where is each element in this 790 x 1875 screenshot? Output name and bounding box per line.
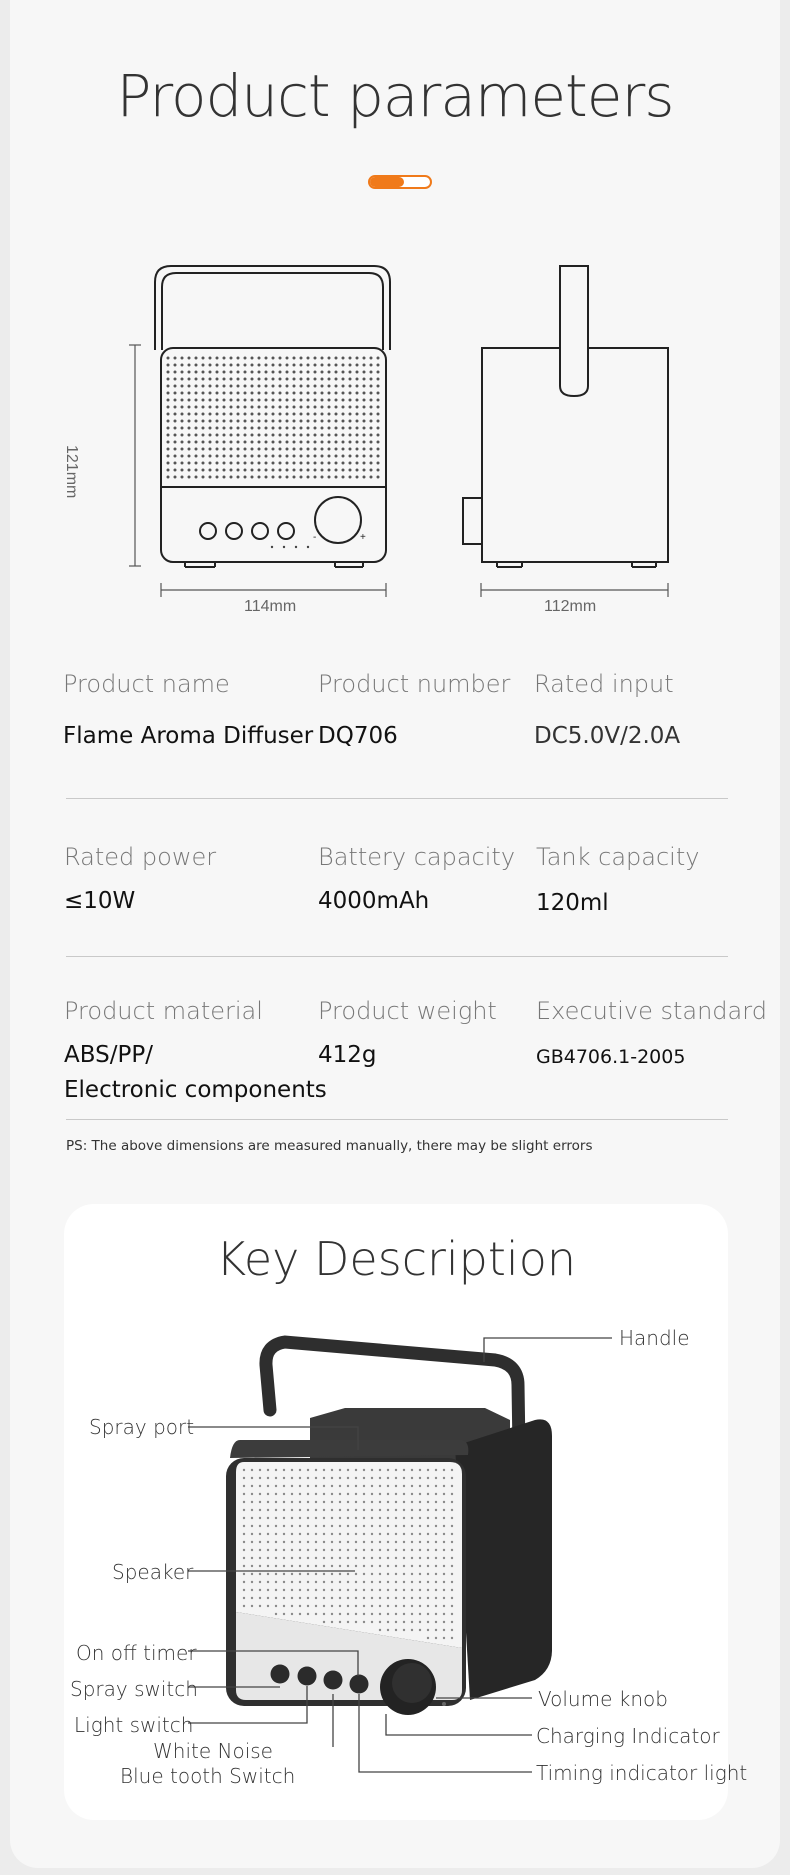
param-value: ≤10W bbox=[64, 888, 136, 914]
param-value: 120ml bbox=[536, 890, 609, 916]
param-label: Product material bbox=[64, 997, 263, 1025]
param-label: Executive standard bbox=[536, 997, 767, 1025]
param-label: Tank capacity bbox=[536, 843, 700, 871]
depth-dimension-label: 112mm bbox=[544, 598, 597, 615]
callout-volume-knob: Volume knob bbox=[538, 1687, 668, 1711]
param-value: 412g bbox=[318, 1042, 377, 1068]
param-value: DQ706 bbox=[318, 723, 398, 749]
param-label: Battery capacity bbox=[318, 843, 516, 871]
svg-text:-: - bbox=[313, 532, 317, 543]
callout-on-off-timer: On off timer bbox=[76, 1641, 197, 1665]
callout-white-noise: White Noise bbox=[153, 1739, 273, 1763]
param-value: DC5.0V/2.0A bbox=[534, 723, 681, 749]
callout-bluetooth-switch: Blue tooth Switch bbox=[120, 1764, 296, 1788]
param-value: Flame Aroma Diffuser bbox=[63, 723, 314, 749]
param-label: Product number bbox=[318, 670, 511, 698]
key-description-title: Key Description bbox=[215, 1232, 576, 1286]
callout-spray-port: Spray port bbox=[89, 1415, 195, 1439]
param-value: Electronic components bbox=[64, 1077, 327, 1103]
height-dimension-label: 121mm bbox=[63, 445, 80, 499]
param-value: 4000mAh bbox=[318, 888, 430, 914]
callout-speaker: Speaker bbox=[112, 1560, 194, 1584]
param-value: ABS/PP/ bbox=[64, 1042, 153, 1068]
callout-timing-indicator: Timing indicator light bbox=[536, 1761, 748, 1785]
param-label: Product weight bbox=[318, 997, 497, 1025]
width-dimension-label: 114mm bbox=[244, 598, 297, 615]
callout-handle: Handle bbox=[619, 1326, 690, 1350]
page-title: Product parameters bbox=[116, 62, 674, 130]
measurement-note: PS: The above dimensions are measured manually, there may be slight errors bbox=[66, 1138, 593, 1154]
callout-charging-indicator: Charging Indicator bbox=[536, 1724, 720, 1748]
callout-spray-switch: Spray switch bbox=[70, 1677, 198, 1701]
callout-light-switch: Light switch bbox=[74, 1713, 194, 1737]
param-label: Rated power bbox=[64, 843, 217, 871]
param-label: Rated input bbox=[534, 670, 674, 698]
param-label: Product name bbox=[63, 670, 230, 698]
param-value: GB4706.1-2005 bbox=[536, 1046, 686, 1068]
svg-text:+: + bbox=[360, 532, 366, 543]
